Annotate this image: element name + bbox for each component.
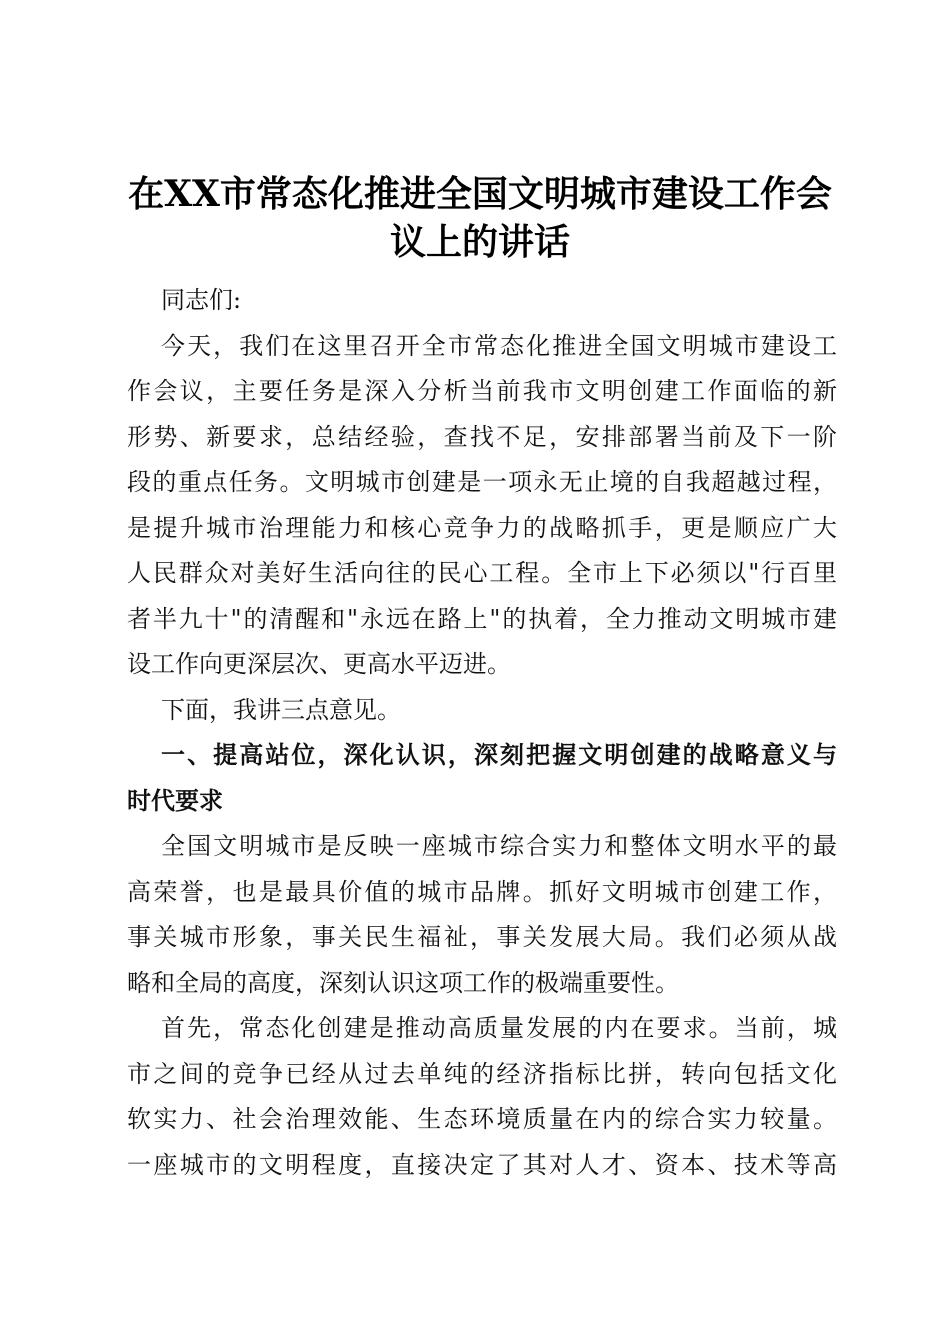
paragraph-line: 形势、新要求，总结经验，查找不足，安排部署当前及下一阶 (127, 422, 837, 451)
paragraph-line: 首先，常态化创建是推动高质量发展的内在要求。当前，城 (161, 1014, 837, 1042)
paragraph-line: 事关城市形象，事关民生福祉，事关发展大局。我们必须从战 (127, 923, 837, 951)
paragraph-first-point (127, 1006, 837, 1188)
paragraph-three-points (127, 688, 837, 734)
paragraph-line: 高荣誉，也是最具价值的城市品牌。抓好文明城市创建工作， (127, 877, 837, 906)
paragraph-line: 下面，我讲三点意见。 (161, 695, 401, 724)
title-line: 议上的讲话 (389, 221, 570, 263)
paragraph-line: 是提升城市治理能力和核心竞争力的战略抓手，更是顺应广大 (127, 513, 837, 542)
paragraph-line: 段的重点任务。文明城市创建是一项永无止境的自我超越过程， (127, 468, 837, 496)
paragraph-line: 软实力、社会治理效能、生态环境质量在内的综合实力较量。 (127, 1105, 837, 1133)
document-title (120, 170, 840, 266)
paragraph-line: 今天，我们在这里召开全市常态化推进全国文明城市建设工 (161, 331, 837, 360)
title-line: 在XX市常态化推进全国文明城市建设工作会 (128, 173, 832, 215)
paragraph-line: 市之间的竞争已经从过去单纯的经济指标比拼，转向包括文化 (127, 1059, 837, 1088)
paragraph-intro (127, 324, 837, 688)
section-heading-line: 时代要求 (127, 786, 223, 815)
paragraph-line: 人民群众对美好生活向往的民心工程。全市上下必须以"行百里 (127, 559, 837, 587)
paragraph-significance (127, 824, 837, 1006)
paragraph-line: 一座城市的文明程度，直接决定了其对人才、资本、技术等高 (127, 1150, 837, 1179)
section-heading-line: 一、提高站位，深化认识，深刻把握文明创建的战略意义与 (161, 741, 837, 769)
document-body (127, 278, 837, 1188)
salutation: 同志们: (161, 286, 242, 314)
paragraph-line: 全国文明城市是反映一座城市综合实力和整体文明水平的最 (161, 832, 837, 860)
paragraph-line: 设工作向更深层次、更高水平迈进。 (127, 650, 511, 678)
paragraph-line: 略和全局的高度，深刻认识这项工作的极端重要性。 (127, 968, 679, 997)
section-heading (127, 733, 837, 824)
paragraph-line: 作会议，主要任务是深入分析当前我市文明创建工作面临的新 (127, 377, 837, 405)
paragraph-line: 者半九十"的清醒和"永远在路上"的执着，全力推动文明城市建 (127, 604, 837, 633)
